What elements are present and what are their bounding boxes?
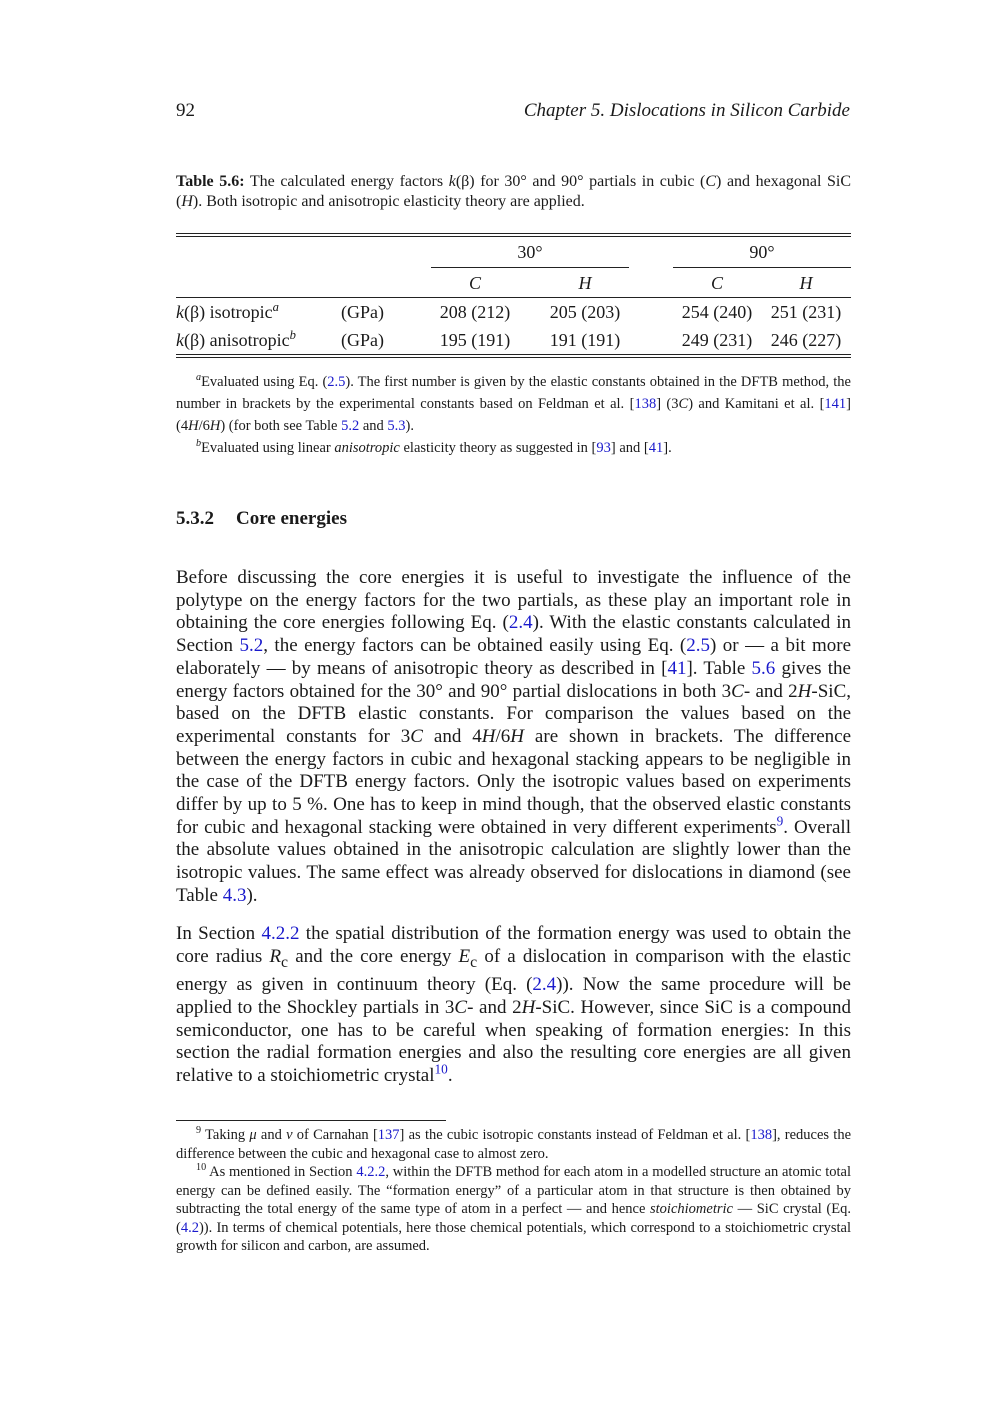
caption-symbol: H <box>181 193 193 210</box>
group-header-30: 30° <box>431 237 651 269</box>
table-group-header-row <box>176 237 851 269</box>
section-title: Core energies <box>236 508 347 529</box>
table-row <box>176 326 851 354</box>
table-cell: 208 (212) <box>439 301 511 322</box>
page-number: 92 <box>176 100 195 121</box>
caption-text: The calculated energy factors <box>244 173 449 190</box>
table-link[interactable]: 4.3 <box>222 884 247 906</box>
table-grid <box>176 237 851 354</box>
footnote-10: $^{10}$ As mentioned in Section 4.2.2, within the DFTB method for each atom in a modelled structure an atomic total energy can be defined easily. The “formation energy” of a particular atom in that structure is then obtained by subtracting the total energy of the same type of atom in a perfect — and hence stoichiometric — SiC crystal (Eq. (4.2)). In terms of chemical potentials, here those chemical potentials, which correspond to a stoichiometric crystal growth for silicon and carbon, are assumed. <box>176 1162 851 1254</box>
equation-link[interactable]: 2.4 <box>508 612 533 634</box>
footnote-rule <box>176 1120 446 1121</box>
citation-link[interactable]: 138 <box>750 1127 773 1143</box>
table-footnotes <box>176 371 851 459</box>
footnote-link[interactable]: 9 <box>776 813 784 829</box>
table-cell: 246 (227) <box>770 329 842 350</box>
equation-link[interactable]: 4.2 <box>180 1219 199 1236</box>
footnote-link[interactable]: 10 <box>434 1061 448 1077</box>
caption-symbol: C <box>705 173 717 190</box>
table-link[interactable]: 5.6 <box>751 657 776 679</box>
caption-symbol: k <box>448 173 456 190</box>
table-bottom-rule <box>176 354 851 358</box>
citation-link[interactable]: 137 <box>377 1127 400 1143</box>
table-caption <box>176 172 851 212</box>
footnote-9: $^9$ Taking μ and ν of Carnahan [137] as the cubic isotropic constants instead of Feldman et al. [138], reduces the difference between the cubic and hexagonal case to almost zero. <box>176 1125 852 1162</box>
body-paragraph: Before discussing the core energies it is useful to investigate the influence of the polytype on the energy factors for the two partials, as these play an important role in obtaining the core energies following Eq. (2.4). With the elastic constants calculated in Section 5.2, the energy factors can be obtained easily using Eq. (2.5) or — a bit more elaborately — by means of anisotropic theory as described in [41]. Table 5.6 gives the energy factors obtained for the 30° and 90° partial dislocations in both 3C- and 2H-SiC, based on the DFTB elastic constants. For comparison the values based on the experimental constants for 3C and 4H/6H are shown in brackets. The difference between the energy factors in cubic and hexagonal stacking appears to be negligible in the case of the DFTB energy factors. Only the isotropic values based on experiments differ by up to 5 %. One has to keep in mind though, that the observed elastic constants for cubic and hexagonal stacking were obtained in very different experiments$^9$. Overall the absolute values obtained in the anisotropic calculation are slightly lower than the isotropic values. The same effect was already observed for dislocations in diamond (see Table 4.3). <box>176 567 852 906</box>
table-cell: 249 (231) <box>681 329 753 350</box>
table-header-cell: C <box>468 272 481 293</box>
citation-link[interactable]: 93 <box>596 440 611 456</box>
table-header-cell: H <box>578 272 592 293</box>
table-cell: 191 (191) <box>549 329 621 350</box>
table-subheader-row <box>176 269 851 298</box>
citation-link[interactable]: 41 <box>648 440 664 456</box>
section-link[interactable]: 4.2.2 <box>356 1164 386 1180</box>
section-link[interactable]: 5.2 <box>239 635 264 657</box>
row-unit: (GPa) <box>341 301 384 322</box>
table-cell: 254 (240) <box>681 301 753 322</box>
table-link[interactable]: 5.3 <box>387 418 406 434</box>
section-heading <box>176 508 347 530</box>
citation-link[interactable]: 138 <box>634 396 657 412</box>
row-unit: (GPa) <box>341 329 384 350</box>
caption-symbol: (β) <box>455 173 475 190</box>
caption-text: ). Both isotropic and anisotropic elasticity theory are applied. <box>192 193 585 210</box>
equation-link[interactable]: 2.5 <box>327 374 346 390</box>
page-footnotes <box>176 1126 851 1256</box>
citation-link[interactable]: 41 <box>667 657 687 679</box>
running-header: Chapter 5. Dislocations in Silicon Carbide <box>523 100 850 121</box>
equation-link[interactable]: 2.4 <box>532 974 557 996</box>
body-paragraph: In Section 4.2.2 the spatial distribution of the formation energy was used to obtain the core radius $R_c$ and the core energy $E_c$ of a dislocation in comparison with the elastic energy as given in continuum theory (Eq. (2.4)). Now the same procedure will be applied to the Shockley partials in 3C- and 2H-SiC. However, since SiC is a compound semiconductor, one has to be careful when speaking of formation energies: In this section the radial formation energies and also the resulting core energies are all given relative to a stoichiometric crystal$^{10}$. <box>176 923 852 1087</box>
table-row <box>176 298 851 327</box>
table-header-cell: H <box>799 272 813 293</box>
section-number: 5.3.2 <box>176 508 214 529</box>
table-footnote-b: $^b$Evaluated using linear anisotropic elasticity theory as suggested in [93] and [41]. <box>196 438 672 456</box>
table-cell: 251 (231) <box>770 301 842 322</box>
section-link[interactable]: 4.2.2 <box>261 923 300 944</box>
table-footnote-a: $^a$Evaluated using Eq. (2.5). The first number is given by the elastic constants obtained in the DFTB method, the number in brackets by the experimental constants based on Feldman et al. [138] (3C) and Kamitani et al. [141] (4H/6H) (for both see Table 5.2 and 5.3). <box>176 372 851 434</box>
table-cell: 195 (191) <box>439 329 511 350</box>
citation-link[interactable]: 141 <box>824 396 847 412</box>
energy-factor-table <box>176 233 851 358</box>
row-label: k(β) anisotropic$^b$ <box>176 327 296 350</box>
equation-link[interactable]: 2.5 <box>686 635 710 657</box>
table-link[interactable]: 5.2 <box>341 418 360 434</box>
table-header-cell: C <box>710 272 723 293</box>
caption-label: Table 5.6: <box>176 173 245 190</box>
caption-text: ) and hexagonal SiC ( <box>176 173 851 210</box>
table-cell: 205 (203) <box>549 301 621 322</box>
row-label: k(β) isotropic$^a$ <box>176 299 279 322</box>
caption-text: for 30° and 90° partials in cubic ( <box>474 173 706 190</box>
group-header-90: 90° <box>651 237 851 269</box>
